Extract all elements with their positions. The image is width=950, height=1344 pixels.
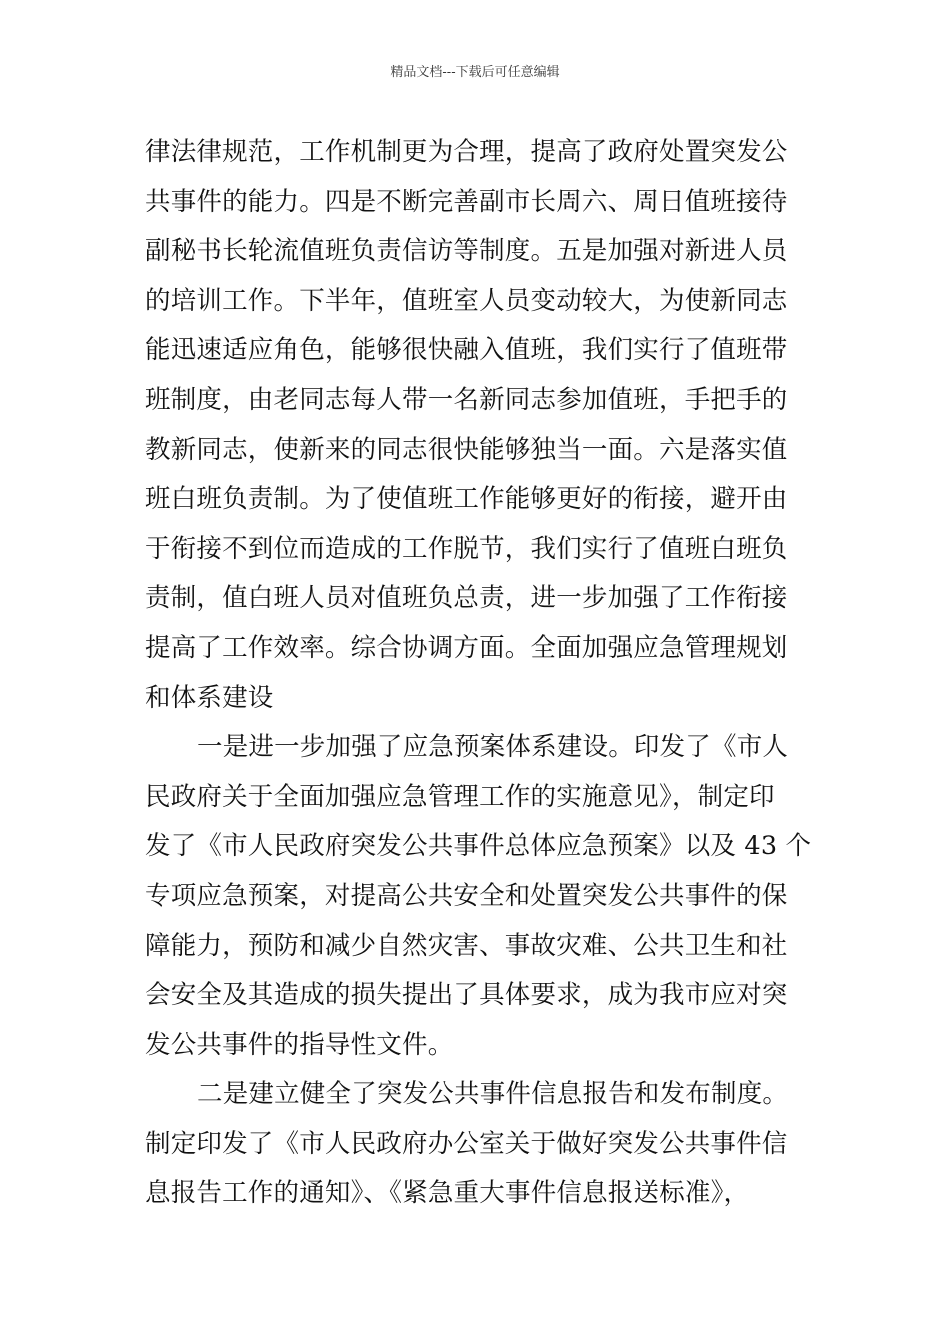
page-header: 精品文档---下载后可任意编辑 — [390, 65, 560, 80]
body-line: 发公共事件的指导性文件。 — [145, 1029, 454, 1060]
body-line: 和体系建设 — [145, 682, 274, 713]
body-line: 共事件的能力。四是不断完善副市长周六、周日值班接待 — [145, 186, 788, 217]
paragraph-first-line: 二是建立健全了突发公共事件信息报告和发布制度。 — [197, 1079, 789, 1110]
body-line: 障能力，预防和减少自然灾害、事故灾难、公共卫生和社 — [145, 930, 788, 961]
body-line: 班白班负责制。为了使值班工作能够更好的衔接，避开由 — [145, 484, 788, 515]
body-line: 民政府关于全面加强应急管理工作的实施意见》，制定印 — [145, 781, 775, 812]
body-line: 班制度，由老同志每人带一名新同志参加值班，手把手的 — [145, 384, 788, 415]
body-line: 会安全及其造成的损失提出了具体要求，成为我市应对突 — [145, 980, 788, 1011]
body-line: 制定印发了《市人民政府办公室关于做好突发公共事件信 — [145, 1128, 788, 1159]
body-line: 的培训工作。下半年，值班室人员变动较大，为使新同志 — [145, 285, 788, 316]
body-line: 律法律规范，工作机制更为合理，提高了政府处置突发公 — [145, 137, 788, 167]
body-line: 提高了工作效率。综合协调方面。全面加强应急管理规划 — [145, 632, 788, 663]
body-line: 发了《市人民政府突发公共事件总体应急预案》以及 43 个 — [145, 831, 812, 862]
body-line: 教新同志，使新来的同志很快能够独当一面。六是落实值 — [145, 434, 788, 465]
body-line: 责制，值白班人员对值班负总责，进一步加强了工作衔接 — [145, 583, 788, 614]
document-body — [145, 128, 810, 1219]
body-line: 专项应急预案，对提高公共安全和处置突发公共事件的保 — [145, 880, 788, 911]
body-line: 能迅速适应角色，能够很快融入值班，我们实行了值班带 — [145, 335, 788, 366]
paragraph-first-line: 一是进一步加强了应急预案体系建设。印发了《市人 — [197, 732, 789, 763]
body-line: 于衔接不到位而造成的工作脱节，我们实行了值班白班负 — [145, 533, 788, 564]
body-line: 息报告工作的通知》、《紧急重大事件信息报送标准》， — [145, 1178, 750, 1209]
body-line: 副秘书长轮流值班负责信访等制度。五是加强对新进人员 — [145, 236, 788, 267]
